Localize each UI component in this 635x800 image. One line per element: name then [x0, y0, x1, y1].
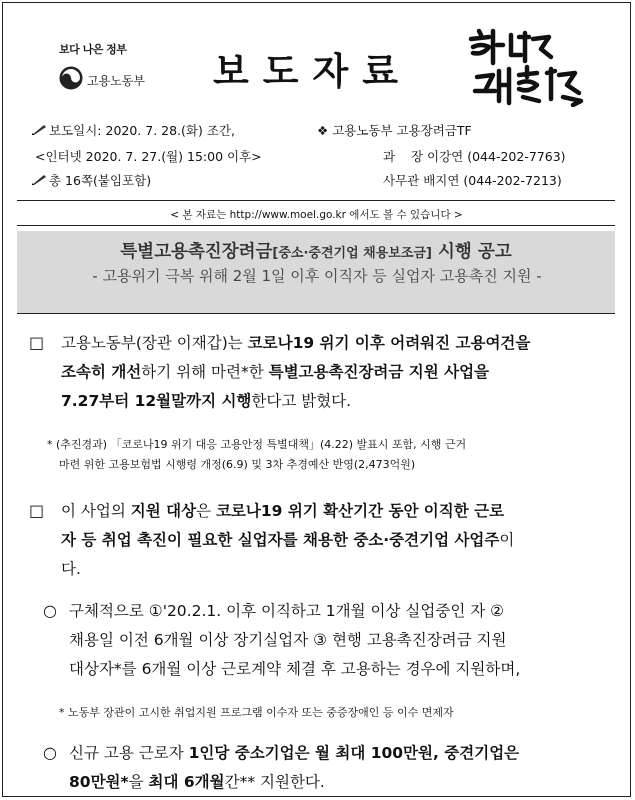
pencil-icon — [31, 174, 47, 186]
text-line: 다. — [61, 560, 81, 578]
divider — [17, 200, 615, 201]
bold-span: 지원 대상 — [130, 502, 197, 520]
bold-span: 코로나19 위기 확산기간 동안 이직한 근로 — [215, 502, 505, 520]
contact-detail: 배지연 (044-202-7213) — [423, 173, 562, 188]
text-line — [61, 387, 621, 416]
text-line: 구체적으로 ①'20.2.1. 이후 이직하고 1개월 이상 실업중인 자 ② — [69, 602, 505, 620]
text-line — [61, 497, 621, 526]
contact-title: 과 장 — [383, 149, 424, 164]
text-span: 이 사업의 — [61, 502, 131, 520]
text-line — [69, 739, 621, 768]
contact-director — [383, 147, 566, 165]
press-release-page — [2, 2, 631, 797]
headline-title — [17, 238, 615, 263]
text-span: 은 — [196, 502, 216, 520]
contact-title: 사무관 — [383, 173, 420, 188]
page-count: 총 16쪽(붙임포함) — [49, 173, 152, 188]
footnote-1 — [47, 435, 617, 475]
square-bullet: □ — [29, 501, 45, 520]
paragraph-4 — [69, 739, 621, 797]
text-line — [61, 526, 621, 555]
government-slogan: 보다 나은 정부 — [59, 43, 127, 56]
headline-part: [중소·중견기업 채용보조금] — [272, 246, 432, 261]
ministry-name: 고용노동부 — [87, 74, 145, 88]
taegeuk-emblem-icon — [59, 66, 83, 90]
text-line — [61, 329, 621, 358]
department: 고용노동부 고용장려금TF — [332, 123, 472, 138]
bold-span: 조속히 개선 — [61, 363, 142, 381]
page-title: 보도자료 — [213, 50, 412, 93]
diamond-icon: ❖ — [317, 123, 329, 138]
internet-time: <인터넷 2020. 7. 27.(월) 15:00 이후> — [35, 149, 262, 164]
contact-officer — [383, 171, 562, 189]
footnote-2: * 노동부 장관이 고시한 취업지원 프로그램 이수자 또는 중증장애인 등 이수 면제자 — [59, 706, 454, 719]
note-line: 마련 위한 고용보험법 시행령 개정(6.9) 및 3차 추경예산 반영(2,473억원) — [59, 458, 416, 471]
paragraph-1 — [61, 329, 621, 416]
bold-span: 최대 6개월 — [148, 773, 225, 791]
headline-subtitle: - 고용위기 극복 위해 2월 1일 이후 이직자 등 실업자 고용촉진 지원 - — [92, 267, 542, 285]
circle-bullet: ○ — [43, 601, 57, 620]
text-span: 신규 고용 근로자 — [69, 744, 189, 762]
pencil-icon — [31, 124, 47, 136]
bold-span: 80만원* — [69, 773, 129, 791]
text-span: 이 — [499, 531, 515, 549]
text-span: 간** 지원한다. — [224, 773, 325, 791]
text-line — [69, 768, 621, 797]
note-line: * (추진경과) 「코로나19 위기 대응 고용안정 특별대책」(4.22) 발표시 포함, 시행 근거 — [47, 438, 467, 451]
circle-bullet: ○ — [43, 743, 57, 762]
bold-span: 1인당 중소기업은 월 최대 100만원, 중견기업은 — [188, 744, 520, 762]
square-bullet: □ — [29, 333, 45, 352]
paragraph-3 — [69, 597, 621, 684]
text-line: 대상자*를 6개월 이상 근로계약 체결 후 고용하는 경우에 지원하며, — [69, 660, 521, 678]
text-span: 을 — [128, 773, 149, 791]
bold-span: 7.27부터 12월말까지 시행 — [61, 392, 252, 410]
calligraphy-logo — [463, 25, 603, 107]
text-span: 하기 위해 마련*한 — [141, 363, 269, 381]
website-note: < 본 자료는 http://www.moel.go.kr 에서도 볼 수 있습니다 > — [170, 209, 463, 221]
text-line — [61, 358, 621, 387]
bold-span: 자 등 취업 촉진이 필요한 실업자를 채용한 중소·중견기업 사업주 — [61, 531, 500, 549]
divider — [17, 225, 615, 226]
bold-span: 코로나19 위기 이후 어려워진 고용여건을 — [247, 334, 531, 352]
contact-detail: 이강연 (044-202-7763) — [427, 149, 566, 164]
headline-part: 시행 공고 — [431, 242, 512, 262]
page-count-line — [31, 171, 151, 189]
department-line — [317, 121, 472, 139]
headline-part: 특별고용촉진장려금 — [120, 242, 273, 262]
paragraph-2 — [61, 497, 621, 584]
text-span: 한다고 밝혔다. — [251, 392, 352, 410]
release-date: 보도일시: 2020. 7. 28.(화) 조간, — [49, 123, 235, 138]
text-line: 채용일 이전 6개월 이상 장기실업자 ③ 현행 고용촉진장려금 지원 — [69, 631, 507, 649]
header — [3, 3, 630, 115]
headline-banner — [17, 231, 615, 314]
text-span: 고용노동부(장관 이재갑)는 — [61, 334, 248, 352]
bold-span: 특별고용촉진장려금 지원 사업을 — [268, 363, 490, 381]
release-date-line — [31, 121, 235, 139]
